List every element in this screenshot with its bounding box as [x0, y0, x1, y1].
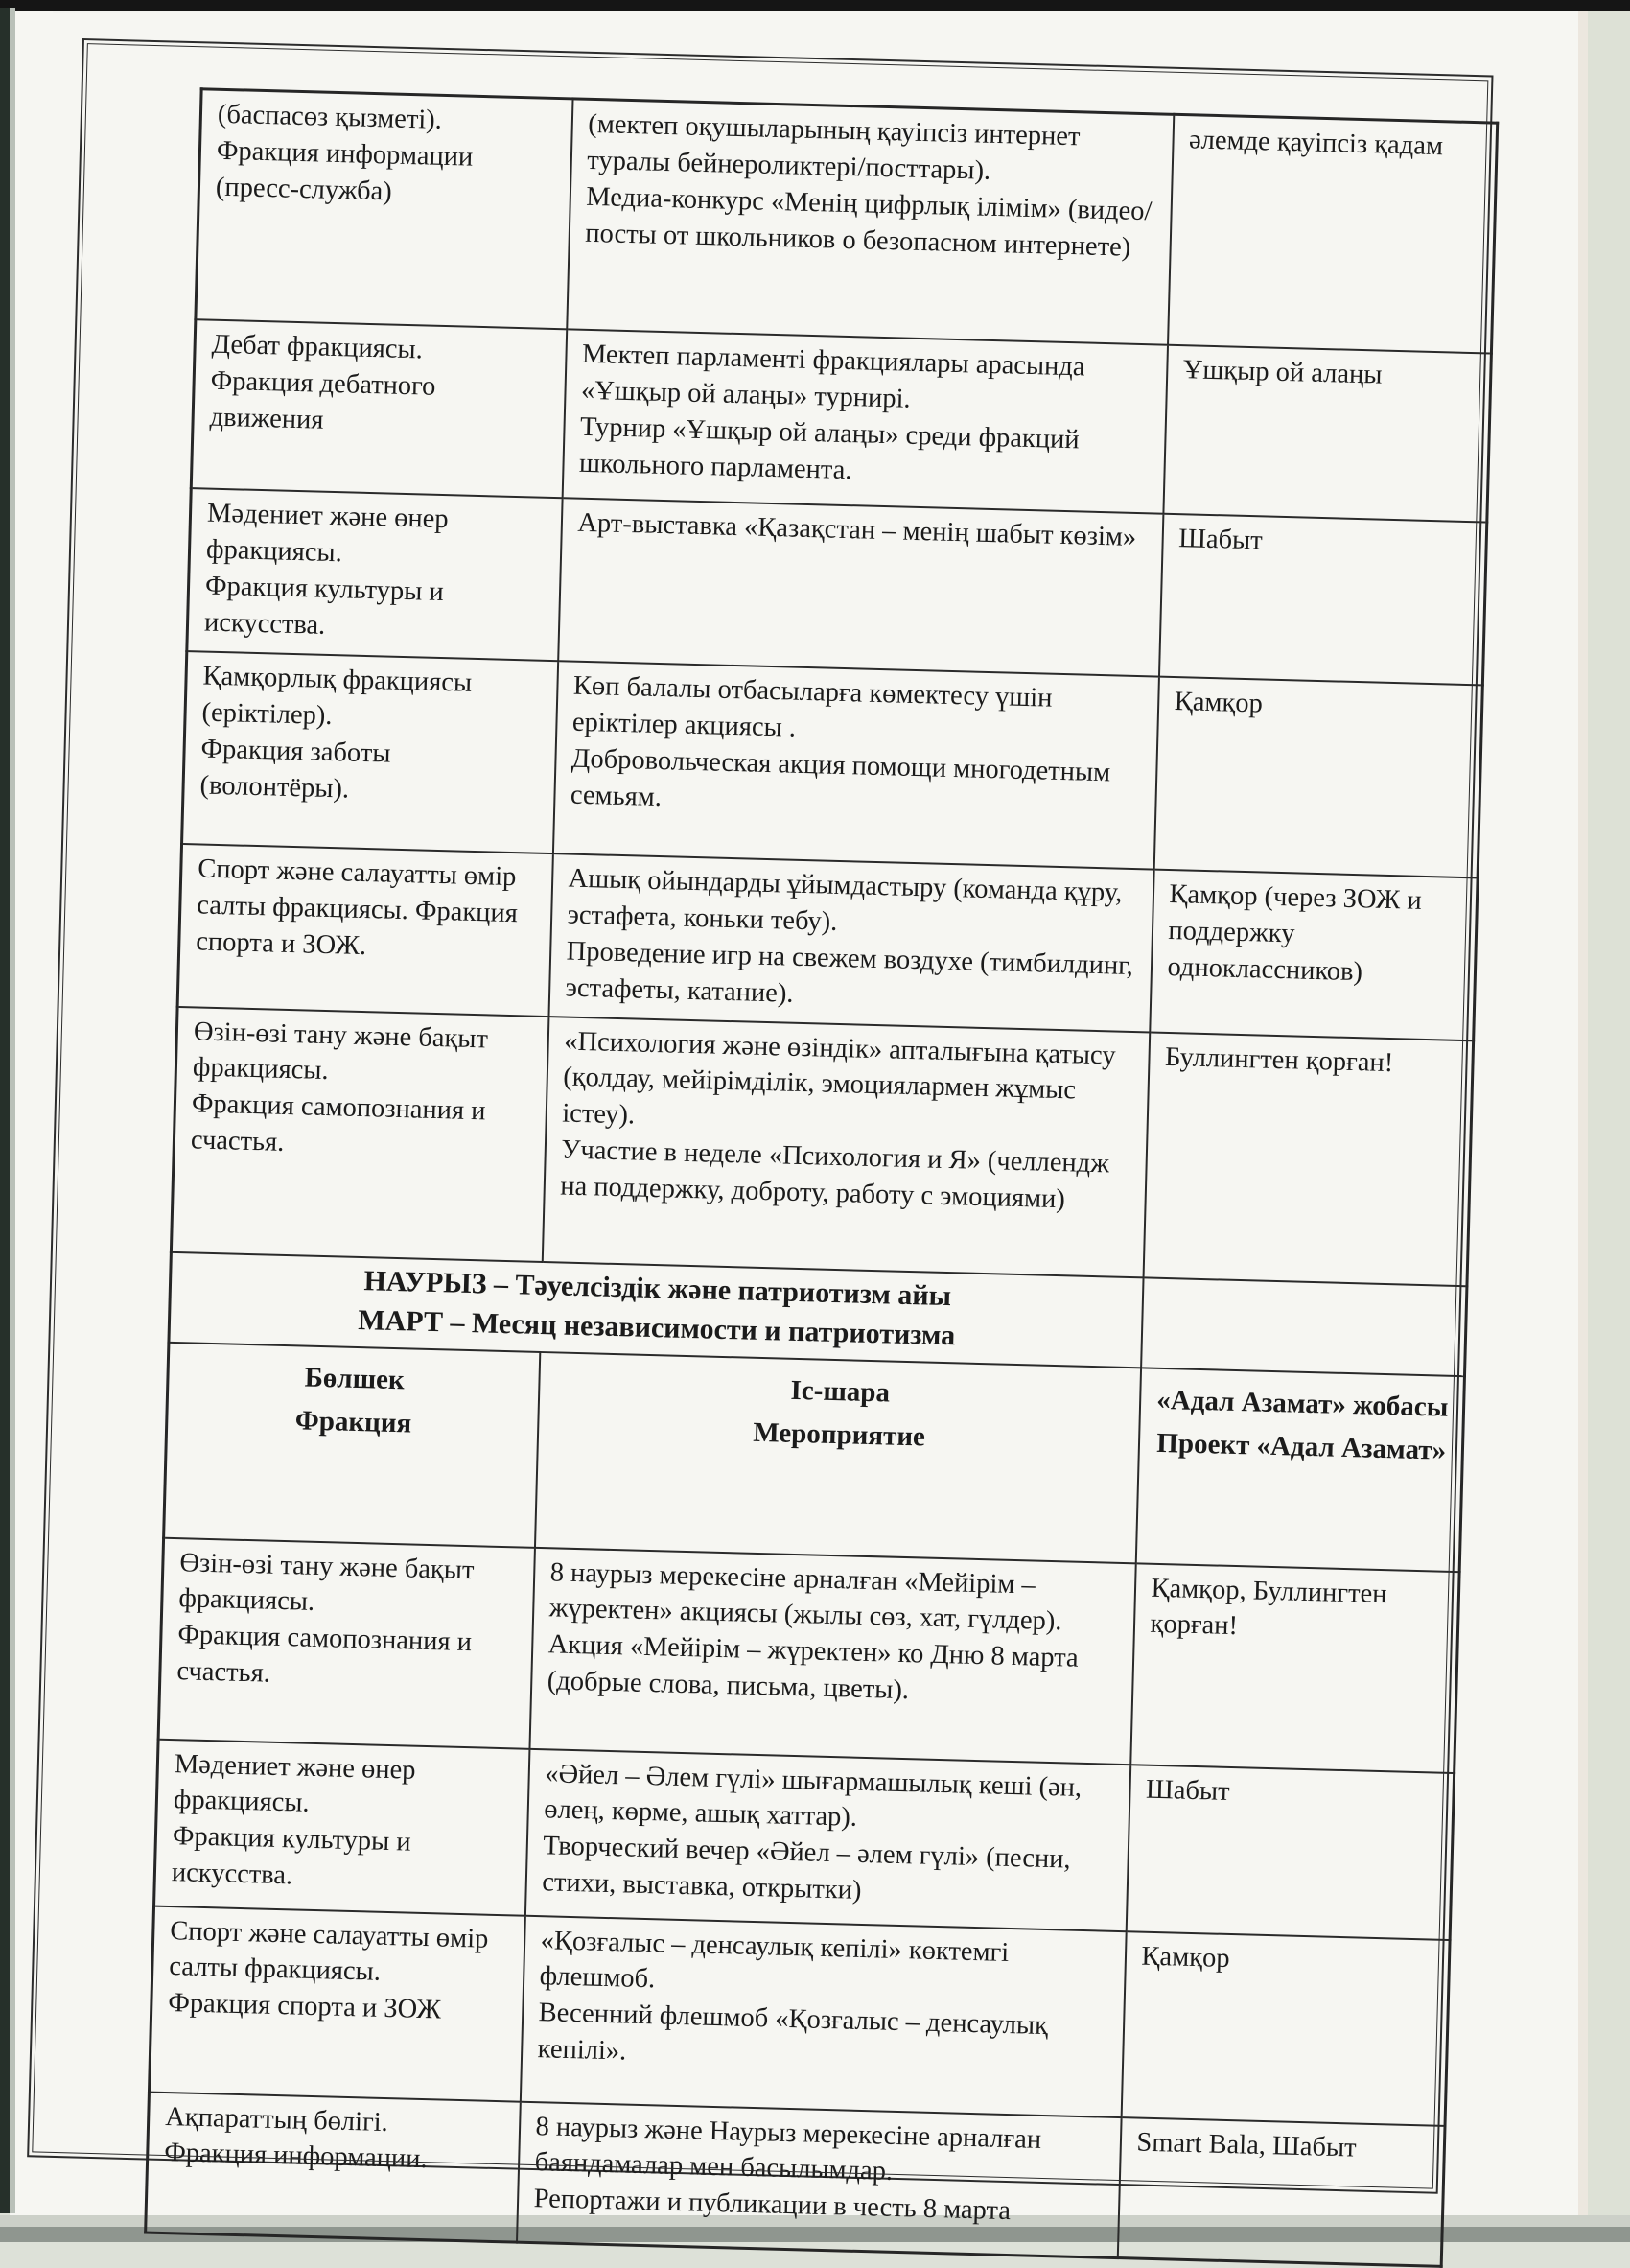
- table-row: [182, 651, 1483, 877]
- project-cell: әлемде қауіпсіз қадам: [1168, 114, 1498, 353]
- project-column-header: «Адал Азамат» жобасы Проект «Адал Азамат»: [1135, 1368, 1464, 1572]
- activity-plan-table: [144, 87, 1499, 2267]
- fraction-cell: Дебат фракциясы. Фракция дебатного движения: [191, 319, 566, 498]
- event-cell: Арт-выставка «Қазақстан – менің шабыт көзім»: [558, 498, 1163, 676]
- event-cell: «Қозғалыс – денсаулық кепілі» көктемгі флешмоб. Весенний флешмоб «Қозғалыс – денсаулық кепілі».: [520, 1915, 1126, 2116]
- paper-right-edge: [1578, 11, 1588, 2221]
- project-cell: Буллингтен қорған!: [1143, 1032, 1474, 1286]
- event-cell: Ашық ойындарды ұйымдастыру (команда құру, эстафета, коньки тебу). Проведение игр на свежем воздухе (тимбилдинг, эстафеты, катание).: [548, 853, 1153, 1032]
- project-cell: Қамқор: [1121, 1931, 1450, 2126]
- project-cell: Қамқор (через ЗОЖ и поддержку одноклассников): [1150, 870, 1478, 1040]
- fraction-cell: Қамқорлық фракциясы (еріктілер). Фракция заботы (волонтёры).: [182, 651, 558, 853]
- table-row: [154, 1739, 1455, 1939]
- fraction-cell: Мәдениет және өнер фракциясы. Фракция культуры и искусства.: [187, 488, 562, 661]
- fraction-cell: Спорт және салауатты өмір салты фракциясы. Фракция спорта и ЗОЖ: [149, 1906, 524, 2101]
- table-row: [158, 1537, 1459, 1772]
- event-cell: 8 наурыз мерекесіне арналған «Мейірім – жүректен» акциясы (жылы сөз, хат, гүлдер). Акция «Мейірім – жүректен» ко Дню 8 марта (добрые слова, письма, цветы).: [529, 1547, 1135, 1764]
- fraction-cell: Спорт және салауатты өмір салты фракциясы. Фракция спорта и ЗОЖ.: [177, 844, 552, 1017]
- scanner-left-band: [0, 8, 10, 2213]
- fraction-cell: (баспасөз қызметі). Фракция информации (пресс-служба): [196, 89, 572, 330]
- fraction-cell: Өзін-өзі тану және бақыт фракциясы. Фракция самопознания и счастья.: [171, 1007, 548, 1262]
- event-cell: «Әйел – Әлем гүлі» шығармашылық кеші (ән, өлең, көрме, ашық хаттар). Творческий вечер «Әйел – әлем гүлі» (песни, стихи, выставка, открытки): [524, 1748, 1129, 1930]
- project-cell: Қамқор: [1153, 677, 1482, 878]
- table-row: [196, 89, 1498, 354]
- event-cell: 8 наурыз және Наурыз мерекесіне арналған баяндамалар мен басылымдар. Репортажи и публикации в честь 8 марта: [517, 2101, 1122, 2257]
- fraction-cell: Өзін-өзі тану және бақыт фракциясы. Фракция самопознания и счастья.: [158, 1537, 534, 1748]
- column-header-row: [164, 1342, 1465, 1571]
- scanner-right-band: [1588, 11, 1630, 2227]
- scanner-left-shadow: [10, 8, 15, 2213]
- fraction-column-header: Бөлшек Фракция: [164, 1342, 540, 1547]
- project-cell: Ұшқыр ой алаңы: [1163, 345, 1491, 523]
- event-cell: «Психология және өзіндік» апталығына қатысу (қолдау, мейірімділік, эмоциялармен жұмыс істеу). Участие в неделе «Психология и Я» (челлендж на поддержку, доброту, работу с эмоциями): [542, 1017, 1149, 1277]
- table-row: [171, 1007, 1473, 1286]
- fraction-cell: Ақпараттың бөлігі. Фракция информации.: [146, 2092, 521, 2242]
- event-cell: (мектеп оқушыларының қауіпсіз интернет туралы бейнероликтері/посттары). Медиа-конкурс «Менің цифрлық ілімім» (видео/посты от школьников о безопасном интернете): [567, 99, 1174, 345]
- fraction-cell: Мәдениет және өнер фракциясы. Фракция культуры и искусства.: [154, 1739, 529, 1915]
- event-column-header: Іс-шара Мероприятие: [534, 1352, 1140, 1563]
- page-border-frame: [27, 38, 1493, 2227]
- event-cell: Көп балалы отбасыларға көмектесу үшін еріктілер акциясы . Добровольческая акция помощи многодетным семьям.: [552, 661, 1158, 869]
- event-cell: Мектеп парламенті фракциялары арасында «Ұшқыр ой алаңы» турнирі. Турнир «Ұшқыр ой алаңы» среди фракций школьного парламента.: [562, 329, 1167, 513]
- project-cell: Қамқор, Буллингтен қорған!: [1130, 1563, 1459, 1773]
- empty-cell: [1141, 1277, 1467, 1376]
- month-section-title: НАУРЫЗ – Тәуелсіздік және патриотизм айы МАРТ – Месяц независимости и патриотизма: [169, 1251, 1143, 1368]
- project-cell: Шабыт: [1126, 1765, 1454, 1940]
- table-row: [149, 1906, 1450, 2125]
- project-cell: Smart Bala, Шабыт: [1117, 2117, 1445, 2266]
- scanner-top-band: [0, 0, 1630, 11]
- table-row: [191, 319, 1491, 522]
- project-cell: Шабыт: [1158, 514, 1486, 686]
